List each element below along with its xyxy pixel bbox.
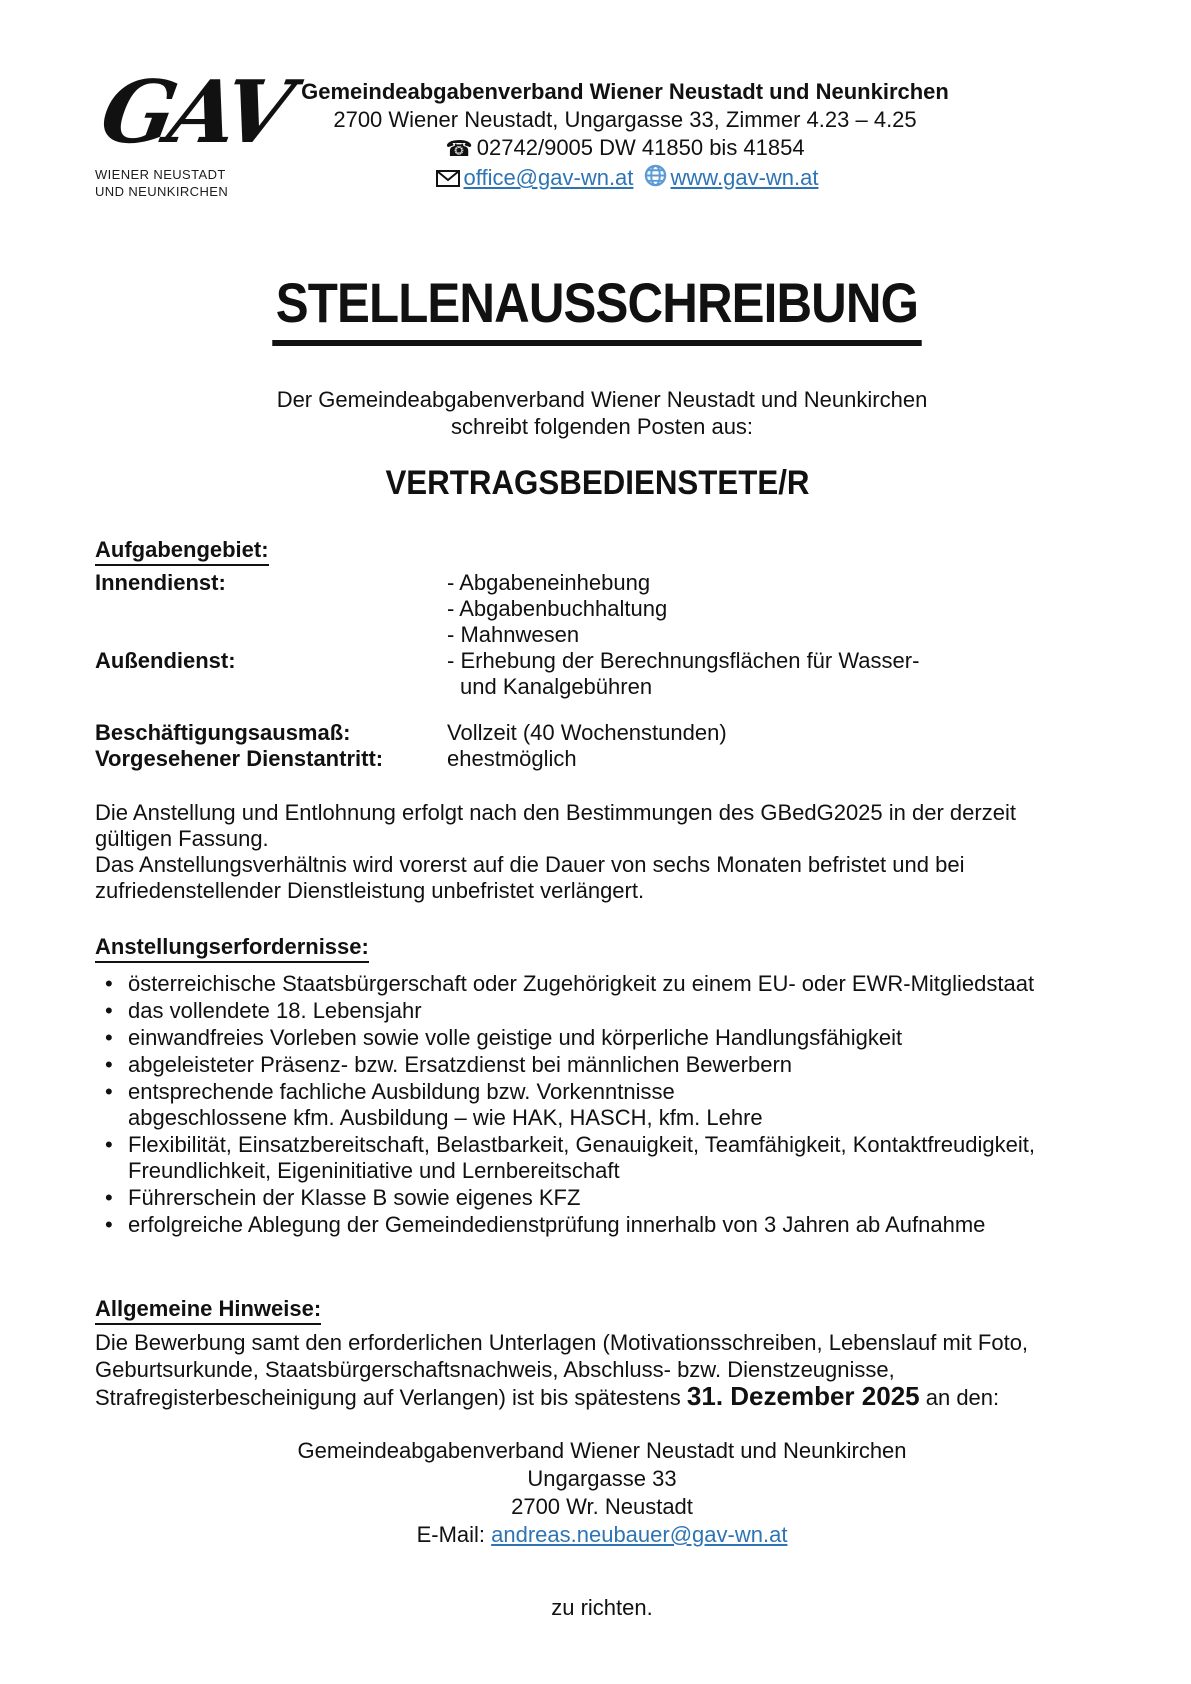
letterhead bbox=[93, 62, 1099, 228]
bullet-icon: • bbox=[105, 1051, 113, 1077]
list-item: • entsprechende fachliche Ausbildung bzw. Vorkenntnisse abgeschlossene kfm. Ausbildung – wie HAK, HASCH, kfm. Lehre bbox=[105, 1078, 763, 1130]
list-item: • erfolgreiche Ablegung der Gemeindedienstprüfung innerhalb von 3 Jahren ab Aufnahme bbox=[105, 1211, 986, 1237]
list-item: • das vollendete 18. Lebensjahr bbox=[105, 997, 422, 1023]
notices-heading: Allgemeine Hinweise: bbox=[95, 1296, 321, 1325]
terms-paragraph: Die Anstellung und Entlohnung erfolgt nach den Bestimmungen des GBedG2025 in der derzeit gültigen Fassung. Das Anstellungsverhältnis wird vorerst auf die Dauer von sechs Monaten befristet und bei zufriedenstellender Dienstleistung unbefristet verlängert. bbox=[95, 799, 1016, 903]
list-item: • abgeleisteter Präsenz- bzw. Ersatzdienst bei männlichen Bewerbern bbox=[105, 1051, 793, 1077]
employment-label: Vorgesehener Dienstantritt: bbox=[95, 745, 384, 771]
section-notices: Allgemeine Hinweise: Die Bewerbung samt den erforderlichen Unterlagen (Motivationsschreiben, Lebenslauf mit Foto, Geburtsurkunde, Staatsbürgerschaftsnachweis, Abschluss- bzw. Dienstzeugnisse, Strafregisterbescheinigung auf Verlangen) ist bis spätestens 31. Dezember 2025 an den: bbox=[95, 1295, 1029, 1411]
recipient-street: Ungargasse 33 bbox=[527, 1465, 677, 1491]
org-address: 2700 Wiener Neustadt, Ungargasse 33, Zimmer 4.23 – 4.25 bbox=[333, 107, 917, 132]
email-link[interactable]: office@gav-wn.at bbox=[463, 165, 634, 190]
globe-icon bbox=[644, 164, 667, 194]
bullet-icon: • bbox=[105, 1211, 113, 1237]
position-title: VERTRAGSBEDIENSTETE/R bbox=[384, 463, 810, 502]
list-item: • österreichische Staatsbürgerschaft oder Zugehörigkeit zu einem EU- oder EWR-Mitgliedstaat bbox=[105, 970, 1035, 996]
recipient-email-line: E-Mail: andreas.neubauer@gav-wn.at bbox=[416, 1521, 788, 1547]
recipient-address bbox=[100, 1437, 1104, 1549]
org-links-line bbox=[123, 164, 1127, 194]
task-item: - Erhebung der Berechnungsflächen für Wasser- bbox=[447, 647, 920, 673]
section-requirements bbox=[95, 934, 1099, 1238]
phone-icon: ☎ bbox=[445, 137, 473, 162]
employment-row bbox=[95, 746, 1099, 772]
task-label: Außendienst: bbox=[95, 647, 236, 673]
employment-label: Beschäftigungsausmaß: bbox=[95, 719, 351, 745]
bullet-icon: • bbox=[105, 997, 113, 1023]
recipient-org: Gemeindeabgabenverband Wiener Neustadt und Neunkirchen bbox=[297, 1437, 907, 1463]
employment-value: ehestmöglich bbox=[447, 745, 577, 771]
task-row-innendienst bbox=[95, 570, 1099, 648]
envelope-icon bbox=[436, 166, 460, 194]
recipient-city: 2700 Wr. Neustadt bbox=[511, 1493, 693, 1519]
employment-row bbox=[95, 720, 1099, 746]
bullet-icon: • bbox=[105, 1131, 113, 1157]
intro-paragraph: Der Gemeindeabgabenverband Wiener Neustadt und Neunkirchen schreibt folgenden Posten aus: bbox=[276, 386, 928, 439]
letterhead-text bbox=[123, 78, 1127, 194]
list-item: • Flexibilität, Einsatzbereitschaft, Belastbarkeit, Genauigkeit, Teamfähigkeit, Kontaktfreudigkeit, Freundlichkeit, Eigeninitiative und Lernbereitschaft bbox=[105, 1131, 1035, 1183]
section-tasks bbox=[95, 537, 1099, 700]
task-label: Innendienst: bbox=[95, 569, 226, 595]
bullet-icon: • bbox=[105, 1184, 113, 1210]
tasks-heading: Aufgabengebiet: bbox=[95, 537, 269, 566]
org-name: Gemeindeabgabenverband Wiener Neustadt und Neunkirchen bbox=[301, 79, 949, 104]
gav-logo-script: GAV bbox=[93, 62, 295, 163]
org-phone-line: ☎ 02742/9005 DW 41850 bis 41854 bbox=[445, 135, 805, 162]
application-email-link[interactable]: andreas.neubauer@gav-wn.at bbox=[491, 1521, 788, 1547]
task-item: und Kanalgebühren bbox=[460, 673, 653, 699]
bullet-icon: • bbox=[105, 1024, 113, 1050]
section-employment bbox=[95, 720, 1099, 772]
task-item: - Mahnwesen bbox=[447, 621, 580, 647]
task-item: - Abgabeneinhebung bbox=[447, 569, 651, 595]
bullet-icon: • bbox=[105, 970, 113, 996]
bullet-icon: • bbox=[105, 1078, 113, 1104]
page-title: STELLENAUSSCHREIBUNG bbox=[272, 274, 921, 346]
requirements-heading: Anstellungserfordernisse: bbox=[95, 934, 369, 963]
list-item: • einwandfreies Vorleben sowie volle geistige und körperliche Handlungsfähigkeit bbox=[105, 1024, 903, 1050]
gav-logo-caption: WIENER NEUSTADT UND NEUNKIRCHEN bbox=[95, 167, 229, 199]
employment-value: Vollzeit (40 Wochenstunden) bbox=[447, 719, 727, 745]
list-item: • Führerschein der Klasse B sowie eigenes KFZ bbox=[105, 1184, 581, 1210]
task-item: - Abgabenbuchhaltung bbox=[447, 595, 668, 621]
requirements-list bbox=[95, 971, 1099, 1238]
closing-line: zu richten. bbox=[551, 1594, 653, 1620]
task-row-aussendienst bbox=[95, 648, 1099, 700]
website-link[interactable]: www.gav-wn.at bbox=[670, 165, 819, 190]
application-deadline: 31. Dezember 2025 bbox=[686, 1380, 920, 1411]
